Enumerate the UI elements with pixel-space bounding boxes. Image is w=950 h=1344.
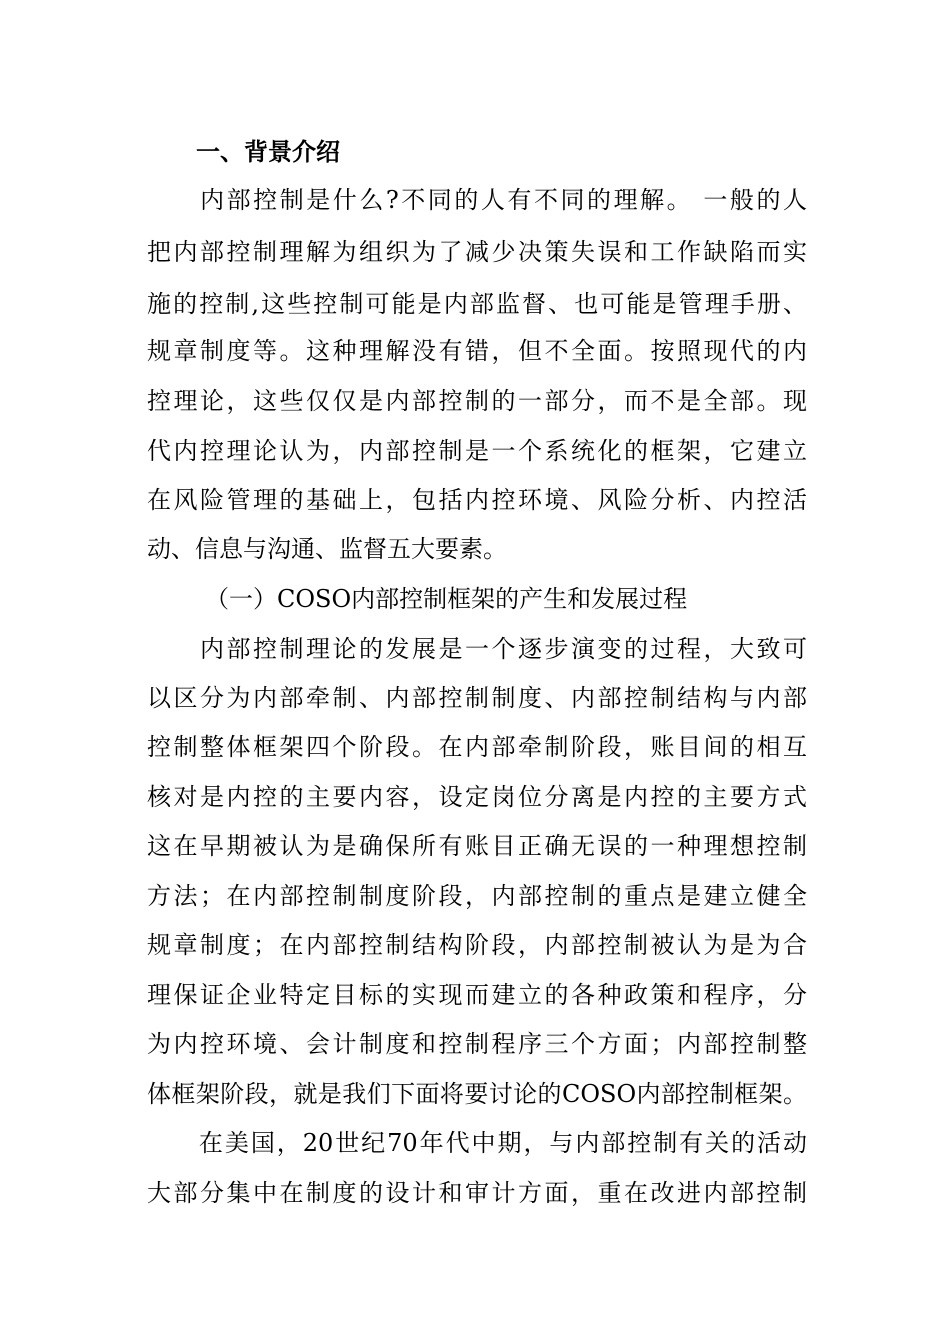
- paragraph-line: 方法；在内部控制制度阶段，内部控制的重点是建立健全: [147, 882, 807, 910]
- paragraph-line: 控理论，这些仅仅是内部控制的一部分，而不是全部。现: [147, 387, 807, 415]
- paragraph-line: 以区分为内部牵制、内部控制制度、内部控制结构与内部: [147, 684, 807, 712]
- paragraph-line: 规章制度等。这种理解没有错，但不全面。按照现代的内: [147, 337, 807, 365]
- paragraph-line: 理保证企业特定目标的实现而建立的各种政策和程序，分: [147, 981, 807, 1009]
- paragraph-line: 大部分集中在制度的设计和审计方面，重在改进内部控制: [147, 1179, 807, 1207]
- paragraph-line: 把内部控制理解为组织为了减少决策失误和工作缺陷而实: [147, 238, 807, 266]
- paragraph-line: 内部控制是什么?不同的人有不同的理解。 一般的人: [147, 186, 807, 214]
- paragraph-line: 内部控制理论的发展是一个逐步演变的过程，大致可: [147, 635, 807, 663]
- section-heading: 一、背景介绍: [196, 137, 340, 166]
- paragraph-line: 在美国，20世纪70年代中期，与内部控制有关的活动: [147, 1129, 807, 1157]
- paragraph-line: 为内控环境、会计制度和控制程序三个方面；内部控制整: [147, 1030, 807, 1058]
- paragraph-line: 核对是内控的主要内容，设定岗位分离是内控的主要方式: [147, 783, 807, 811]
- paragraph-line: 规章制度；在内部控制结构阶段，内部控制被认为是为合: [147, 931, 807, 959]
- paragraph-line: 控制整体框架四个阶段。在内部牵制阶段，账目间的相互: [147, 733, 807, 761]
- paragraph-line: 施的控制,这些控制可能是内部监督、也可能是管理手册、: [147, 290, 807, 318]
- paragraph-line: 这在早期被认为是确保所有账目正确无误的一种理想控制: [147, 832, 807, 860]
- paragraph-line: 动、信息与沟通、监督五大要素。: [147, 535, 507, 563]
- subsection-heading: （一）COSO内部控制框架的产生和发展过程: [205, 585, 688, 613]
- paragraph-line: 体框架阶段，就是我们下面将要讨论的COSO内部控制框架。: [147, 1080, 807, 1108]
- paragraph-line: 在风险管理的基础上，包括内控环境、风险分析、内控活: [147, 486, 807, 514]
- paragraph-line: 代内控理论认为，内部控制是一个系统化的框架，它建立: [147, 437, 807, 465]
